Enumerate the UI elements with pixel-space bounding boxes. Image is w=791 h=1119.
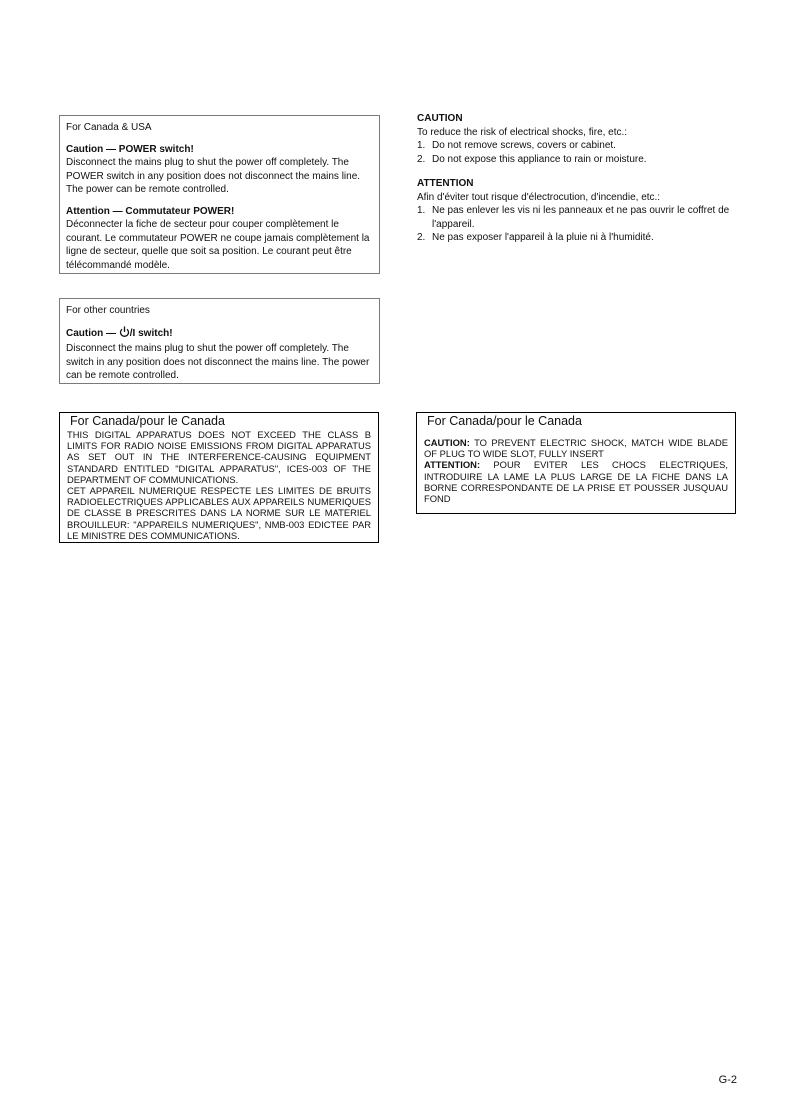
canada-usa-notice-box [59,115,380,274]
caution-suffix: switch! [138,327,173,339]
safety-caution-block [417,112,747,245]
caution-item [417,139,747,153]
page-number: G-2 [718,1074,737,1086]
power-switch-attention-text: Déconnecter la fiche de secteur pour couper complètement le courant. Le commutateur POWER ne coupe jamais complètement la ligne de secteur, quelle que soit sa position. Le courant peut être télécommandé modèle. [66,219,370,271]
caution-item [417,153,747,167]
canada-usa-heading: For Canada & USA [66,122,152,133]
attention-title: ATTENTION [417,178,474,189]
attention-item [417,204,747,231]
plug-attention-text: POUR EVITER LES CHOCS ELECTRIQUES, INTRODUIRE LA LAME LA PLUS LARGE DE LA FICHE DANS LA BORNE CORRESPONDANTE DE LA PRISE ET POUSSER JUSQUAU FOND [424,459,728,505]
caution-item-text: Do not remove screws, covers or cabinet. [432,140,616,151]
attention-item [417,231,747,245]
standby-power-icon [119,326,130,343]
caution-item-text: Do not expose this appliance to rain or moisture. [432,153,647,165]
plug-caution [424,437,728,459]
plug-heading: For Canada/pour le Canada [427,414,582,428]
emissions-heading: For Canada/pour le Canada [70,414,225,428]
caution-prefix: Caution — [66,327,116,339]
attention-item-number: 2. [417,232,426,243]
plug-attention [424,459,728,504]
power-switch-caution-title: Caution — POWER switch! [66,143,194,155]
attention-item-number: 1. [417,205,426,216]
attention-item-text: Ne pas exposer l'appareil à la pluie ni à l'humidité. [432,232,654,243]
emissions-notice-box [59,412,379,543]
other-countries-notice-box [59,298,380,384]
standby-switch-caution-title [66,326,373,343]
switch-symbol-text: /I [129,327,136,339]
caution-item-number: 2. [417,153,426,165]
plug-caution-text: TO PREVENT ELECTRIC SHOCK, MATCH WIDE BLADE OF PLUG TO WIDE SLOT, FULLY INSERT [424,437,729,460]
caution-intro: To reduce the risk of electrical shocks, fire, etc.: [417,126,628,138]
plug-attention-label: ATTENTION: [424,459,481,471]
attention-intro: Afin d'éviter tout risque d'électrocution, d'incendie, etc.: [417,191,661,203]
attention-item-text: Ne pas enlever les vis ni les panneaux et ne pas ouvrir le coffret de l'appareil. [432,205,730,230]
power-switch-caution-text: Disconnect the mains plug to shut the power off completely. The POWER switch in any position does not disconnect the mains line. The power can be remote controlled. [66,157,361,195]
standby-switch-caution-text: Disconnect the mains plug to shut the power off completely. The switch in any position does not disconnect the mains line. The power can be remote controlled. [66,343,370,381]
caution-title: CAUTION [417,113,463,124]
plug-caution-label: CAUTION: [424,437,470,448]
plug-notice-box [416,412,736,514]
caution-item-number: 1. [417,140,426,151]
emissions-french-text: CET APPAREIL NUMERIQUE RESPECTE LES LIMITES DE BRUITS RADIOELECTRIQUES APPLICABLES AUX APPAREILS NUMERIQUES DE CLASSE B PRESCRITES DANS LA NORME SUR LE MATERIEL BROUILLEUR: "APPAREILS NUMERIQUES", NMB-003 EDICTEE PAR LE MINISTRE DES COMMUNICATIONS. [67,485,371,541]
other-countries-heading: For other countries [66,305,150,316]
power-switch-attention-title: Attention — Commutateur POWER! [66,205,235,217]
emissions-english-text: THIS DIGITAL APPARATUS DOES NOT EXCEED THE CLASS B LIMITS FOR RADIO NOISE EMISSIONS FROM DIGITAL APPARATUS AS SET OUT IN THE INTERFERENCE-CAUSING EQUIPMENT STANDARD ENTITLED "DIGITAL APPARATUS", ICES-003 OF THE DEPARTMENT OF COMMUNICATIONS. [67,429,371,485]
